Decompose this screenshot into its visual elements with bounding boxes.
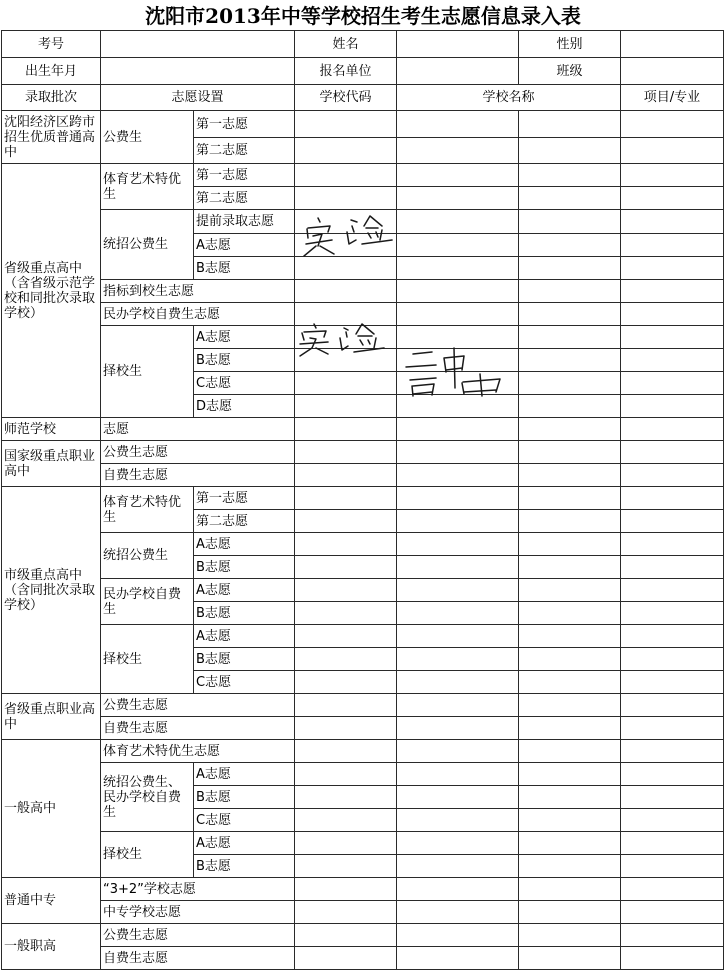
name-cell[interactable] bbox=[519, 234, 621, 257]
name-cell[interactable] bbox=[397, 717, 519, 740]
major-cell[interactable] bbox=[621, 510, 724, 533]
major-cell[interactable] bbox=[621, 947, 724, 970]
code-cell[interactable] bbox=[295, 832, 397, 855]
shiji-mb-b: B志愿 bbox=[194, 602, 295, 625]
major-cell[interactable] bbox=[621, 579, 724, 602]
name-cell[interactable] bbox=[519, 372, 621, 395]
name-cell[interactable] bbox=[397, 602, 519, 625]
name-cell[interactable] bbox=[397, 832, 519, 855]
name-cell[interactable] bbox=[397, 510, 519, 533]
shiji-tiyu-first: 第一志愿 bbox=[194, 487, 295, 510]
major-cell[interactable] bbox=[621, 418, 724, 441]
zhongzhuan-3plus2: “3+2”学校志愿 bbox=[101, 878, 295, 901]
name-cell[interactable] bbox=[519, 717, 621, 740]
name-cell[interactable] bbox=[519, 878, 621, 901]
code-cell[interactable] bbox=[295, 625, 397, 648]
major-cell[interactable] bbox=[621, 372, 724, 395]
code-cell[interactable] bbox=[295, 487, 397, 510]
xingbie-field[interactable] bbox=[621, 31, 724, 58]
name-cell[interactable] bbox=[519, 418, 621, 441]
name-cell[interactable] bbox=[519, 187, 621, 210]
code-cell[interactable] bbox=[295, 138, 397, 164]
major-cell[interactable] bbox=[621, 138, 724, 164]
name-cell[interactable] bbox=[397, 947, 519, 970]
major-cell[interactable] bbox=[621, 717, 724, 740]
code-cell[interactable] bbox=[295, 786, 397, 809]
major-cell[interactable] bbox=[621, 441, 724, 464]
batch-shengzhi: 省级重点职业高中 bbox=[2, 694, 101, 740]
banji-label: 班级 bbox=[519, 58, 621, 85]
name-cell[interactable] bbox=[519, 648, 621, 671]
name-cell[interactable] bbox=[519, 257, 621, 280]
name-cell[interactable] bbox=[397, 111, 519, 138]
shengji-tiqian: 提前录取志愿 bbox=[194, 210, 295, 234]
batch-jingji: 沈阳经济区跨市招生优质普通高中 bbox=[2, 111, 101, 164]
major-cell[interactable] bbox=[621, 855, 724, 878]
code-cell[interactable] bbox=[295, 111, 397, 138]
code-cell[interactable] bbox=[295, 556, 397, 579]
code-cell[interactable] bbox=[295, 464, 397, 487]
yiban-zexiao: 择校生 bbox=[101, 832, 194, 878]
shiji-zexiao: 择校生 bbox=[101, 625, 194, 694]
name-cell[interactable] bbox=[397, 464, 519, 487]
name-cell[interactable] bbox=[397, 349, 519, 372]
code-cell[interactable] bbox=[295, 809, 397, 832]
major-cell[interactable] bbox=[621, 625, 724, 648]
zhiyuan-header: 志愿设置 bbox=[101, 85, 295, 111]
shengji-minban: 民办学校自费生志愿 bbox=[101, 303, 295, 326]
code-cell[interactable] bbox=[295, 210, 397, 234]
name-cell[interactable] bbox=[519, 786, 621, 809]
batch-zhigao: 一般职高 bbox=[2, 924, 101, 970]
major-cell[interactable] bbox=[621, 487, 724, 510]
jingji-second: 第二志愿 bbox=[194, 138, 295, 164]
name-cell[interactable] bbox=[397, 878, 519, 901]
code-cell[interactable] bbox=[295, 533, 397, 556]
code-cell[interactable] bbox=[295, 602, 397, 625]
name-cell[interactable] bbox=[397, 740, 519, 763]
baoming-field[interactable] bbox=[397, 58, 519, 85]
guojia-gongfei: 公费生志愿 bbox=[101, 441, 295, 464]
shengji-zx-a: A志愿 bbox=[194, 326, 295, 349]
shiji-tz-a: A志愿 bbox=[194, 533, 295, 556]
name-cell[interactable] bbox=[397, 648, 519, 671]
major-cell[interactable] bbox=[621, 740, 724, 763]
name-cell[interactable] bbox=[519, 671, 621, 694]
major-cell[interactable] bbox=[621, 533, 724, 556]
name-cell[interactable] bbox=[519, 740, 621, 763]
kaohao-field[interactable] bbox=[101, 31, 295, 58]
code-cell[interactable] bbox=[295, 418, 397, 441]
batch-shengji: 省级重点高中（含省级示范学校和同批次录取学校） bbox=[2, 164, 101, 418]
major-cell[interactable] bbox=[621, 648, 724, 671]
name-cell[interactable] bbox=[397, 257, 519, 280]
major-cell[interactable] bbox=[621, 809, 724, 832]
major-cell[interactable] bbox=[621, 924, 724, 947]
major-cell[interactable] bbox=[621, 786, 724, 809]
code-cell[interactable] bbox=[295, 187, 397, 210]
name-cell[interactable] bbox=[397, 138, 519, 164]
name-cell[interactable] bbox=[519, 441, 621, 464]
yiban-tz-c: C志愿 bbox=[194, 809, 295, 832]
name-cell[interactable] bbox=[519, 533, 621, 556]
banji-field[interactable] bbox=[621, 58, 724, 85]
shengji-zx-d: D志愿 bbox=[194, 395, 295, 418]
shengji-tongzhao: 统招公费生 bbox=[101, 210, 194, 280]
shengzhi-zifei: 自费生志愿 bbox=[101, 717, 295, 740]
shifan-zhiyuan: 志愿 bbox=[101, 418, 295, 441]
name-cell[interactable] bbox=[519, 349, 621, 372]
luqu-header: 录取批次 bbox=[2, 85, 101, 111]
major-cell[interactable] bbox=[621, 556, 724, 579]
xingming-label: 姓名 bbox=[295, 31, 397, 58]
code-cell[interactable] bbox=[295, 763, 397, 786]
major-cell[interactable] bbox=[621, 210, 724, 234]
major-cell[interactable] bbox=[621, 832, 724, 855]
batch-guojia: 国家级重点职业高中 bbox=[2, 441, 101, 487]
yiban-tz-a: A志愿 bbox=[194, 763, 295, 786]
shiji-tiyu-second: 第二志愿 bbox=[194, 510, 295, 533]
volunteer-form-table bbox=[1, 30, 724, 970]
name-cell[interactable] bbox=[397, 625, 519, 648]
code-cell[interactable] bbox=[295, 855, 397, 878]
major-cell[interactable] bbox=[621, 187, 724, 210]
name-cell[interactable] bbox=[519, 210, 621, 234]
shiji-zx-a: A志愿 bbox=[194, 625, 295, 648]
code-cell[interactable] bbox=[295, 901, 397, 924]
yiban-tongzhao: 统招公费生、民办学校自费生 bbox=[101, 763, 194, 832]
code-cell[interactable] bbox=[295, 947, 397, 970]
yiban-zx-b: B志愿 bbox=[194, 855, 295, 878]
major-cell[interactable] bbox=[621, 234, 724, 257]
name-cell[interactable] bbox=[519, 556, 621, 579]
name-cell[interactable] bbox=[519, 579, 621, 602]
name-cell[interactable] bbox=[519, 924, 621, 947]
code-cell[interactable] bbox=[295, 579, 397, 602]
shiji-tongzhao: 统招公费生 bbox=[101, 533, 194, 579]
name-cell[interactable] bbox=[519, 464, 621, 487]
name-cell[interactable] bbox=[397, 809, 519, 832]
name-cell[interactable] bbox=[519, 164, 621, 187]
xingbie-label: 性别 bbox=[519, 31, 621, 58]
code-cell[interactable] bbox=[295, 878, 397, 901]
jingji-first: 第一志愿 bbox=[194, 111, 295, 138]
code-cell[interactable] bbox=[295, 648, 397, 671]
name-cell[interactable] bbox=[397, 372, 519, 395]
name-cell[interactable] bbox=[397, 187, 519, 210]
yiban-tiyu: 体育艺术特优生志愿 bbox=[101, 740, 295, 763]
name-cell[interactable] bbox=[397, 303, 519, 326]
name-cell[interactable] bbox=[397, 164, 519, 187]
major-cell[interactable] bbox=[621, 602, 724, 625]
code-cell[interactable] bbox=[295, 303, 397, 326]
name-cell[interactable] bbox=[397, 210, 519, 234]
code-cell[interactable] bbox=[295, 234, 397, 257]
name-cell[interactable] bbox=[397, 395, 519, 418]
shengji-b: B志愿 bbox=[194, 257, 295, 280]
major-cell[interactable] bbox=[621, 164, 724, 187]
batch-shifan: 师范学校 bbox=[2, 418, 101, 441]
major-cell[interactable] bbox=[621, 901, 724, 924]
name-cell[interactable] bbox=[397, 694, 519, 717]
baoming-label: 报名单位 bbox=[295, 58, 397, 85]
zhigao-gongfei: 公费生志愿 bbox=[101, 924, 295, 947]
shengji-tiyu-second: 第二志愿 bbox=[194, 187, 295, 210]
chusheng-label: 出生年月 bbox=[2, 58, 101, 85]
name-cell[interactable] bbox=[519, 763, 621, 786]
chusheng-field[interactable] bbox=[101, 58, 295, 85]
name-cell[interactable] bbox=[397, 924, 519, 947]
name-cell[interactable] bbox=[397, 533, 519, 556]
major-cell[interactable] bbox=[621, 303, 724, 326]
major-cell[interactable] bbox=[621, 280, 724, 303]
shengji-a: A志愿 bbox=[194, 234, 295, 257]
xiangmu-header: 项目/专业 bbox=[621, 85, 724, 111]
major-cell[interactable] bbox=[621, 464, 724, 487]
guojia-zifei: 自费生志愿 bbox=[101, 464, 295, 487]
name-cell[interactable] bbox=[519, 303, 621, 326]
shiji-zx-c: C志愿 bbox=[194, 671, 295, 694]
name-cell[interactable] bbox=[519, 855, 621, 878]
zhongzhuan-school: 中专学校志愿 bbox=[101, 901, 295, 924]
name-cell[interactable] bbox=[519, 832, 621, 855]
name-cell[interactable] bbox=[519, 947, 621, 970]
code-cell[interactable] bbox=[295, 717, 397, 740]
code-cell[interactable] bbox=[295, 326, 397, 349]
name-cell[interactable] bbox=[519, 326, 621, 349]
batch-yiban: 一般高中 bbox=[2, 740, 101, 878]
name-cell[interactable] bbox=[397, 671, 519, 694]
zhigao-zifei: 自费生志愿 bbox=[101, 947, 295, 970]
yiban-tz-b: B志愿 bbox=[194, 786, 295, 809]
xingming-field[interactable] bbox=[397, 31, 519, 58]
name-cell[interactable] bbox=[397, 763, 519, 786]
major-cell[interactable] bbox=[621, 326, 724, 349]
name-cell[interactable] bbox=[519, 510, 621, 533]
name-cell[interactable] bbox=[397, 556, 519, 579]
code-cell[interactable] bbox=[295, 671, 397, 694]
shiji-minban: 民办学校自费生 bbox=[101, 579, 194, 625]
name-cell[interactable] bbox=[397, 579, 519, 602]
name-cell[interactable] bbox=[397, 418, 519, 441]
name-cell[interactable] bbox=[519, 694, 621, 717]
name-cell[interactable] bbox=[519, 280, 621, 303]
major-cell[interactable] bbox=[621, 694, 724, 717]
major-cell[interactable] bbox=[621, 349, 724, 372]
shengji-tiyu: 体育艺术特优生 bbox=[101, 164, 194, 210]
yiban-zx-a: A志愿 bbox=[194, 832, 295, 855]
name-cell[interactable] bbox=[397, 901, 519, 924]
shengji-tiyu-first: 第一志愿 bbox=[194, 164, 295, 187]
code-cell[interactable] bbox=[295, 694, 397, 717]
shengji-zx-c: C志愿 bbox=[194, 372, 295, 395]
shengji-zhibiao: 指标到校生志愿 bbox=[101, 280, 295, 303]
name-cell[interactable] bbox=[397, 280, 519, 303]
mingcheng-header: 学校名称 bbox=[397, 85, 621, 111]
code-cell[interactable] bbox=[295, 395, 397, 418]
name-cell[interactable] bbox=[519, 809, 621, 832]
name-cell[interactable] bbox=[397, 326, 519, 349]
code-cell[interactable] bbox=[295, 164, 397, 187]
code-cell[interactable] bbox=[295, 924, 397, 947]
form-title: 沈阳市2013年中等学校招生考生志愿信息录入表 bbox=[145, 4, 581, 28]
major-cell[interactable] bbox=[621, 395, 724, 418]
batch-shiji: 市级重点高中（含同批次录取学校） bbox=[2, 487, 101, 694]
daima-header: 学校代码 bbox=[295, 85, 397, 111]
name-cell[interactable] bbox=[519, 487, 621, 510]
name-cell[interactable] bbox=[397, 487, 519, 510]
shengzhi-gongfei: 公费生志愿 bbox=[101, 694, 295, 717]
shengji-zexiao: 择校生 bbox=[101, 326, 194, 418]
code-cell[interactable] bbox=[295, 257, 397, 280]
shiji-tiyu: 体育艺术特优生 bbox=[101, 487, 194, 533]
major-cell[interactable] bbox=[621, 671, 724, 694]
shiji-zx-b: B志愿 bbox=[194, 648, 295, 671]
batch-zhongzhuan: 普通中专 bbox=[2, 878, 101, 924]
kaohao-label: 考号 bbox=[2, 31, 101, 58]
major-cell[interactable] bbox=[621, 878, 724, 901]
name-cell[interactable] bbox=[519, 111, 621, 138]
code-cell[interactable] bbox=[295, 740, 397, 763]
code-cell[interactable] bbox=[295, 372, 397, 395]
name-cell[interactable] bbox=[519, 602, 621, 625]
shiji-tz-b: B志愿 bbox=[194, 556, 295, 579]
name-cell[interactable] bbox=[519, 138, 621, 164]
jingji-gongfei: 公费生 bbox=[101, 111, 194, 164]
name-cell[interactable] bbox=[397, 855, 519, 878]
code-cell[interactable] bbox=[295, 349, 397, 372]
name-cell[interactable] bbox=[519, 395, 621, 418]
code-cell[interactable] bbox=[295, 510, 397, 533]
name-cell[interactable] bbox=[397, 786, 519, 809]
major-cell[interactable] bbox=[621, 111, 724, 138]
shiji-mb-a: A志愿 bbox=[194, 579, 295, 602]
code-cell[interactable] bbox=[295, 280, 397, 303]
major-cell[interactable] bbox=[621, 257, 724, 280]
name-cell[interactable] bbox=[397, 441, 519, 464]
name-cell[interactable] bbox=[397, 234, 519, 257]
shengji-zx-b: B志愿 bbox=[194, 349, 295, 372]
major-cell[interactable] bbox=[621, 763, 724, 786]
name-cell[interactable] bbox=[519, 625, 621, 648]
name-cell[interactable] bbox=[519, 901, 621, 924]
code-cell[interactable] bbox=[295, 441, 397, 464]
